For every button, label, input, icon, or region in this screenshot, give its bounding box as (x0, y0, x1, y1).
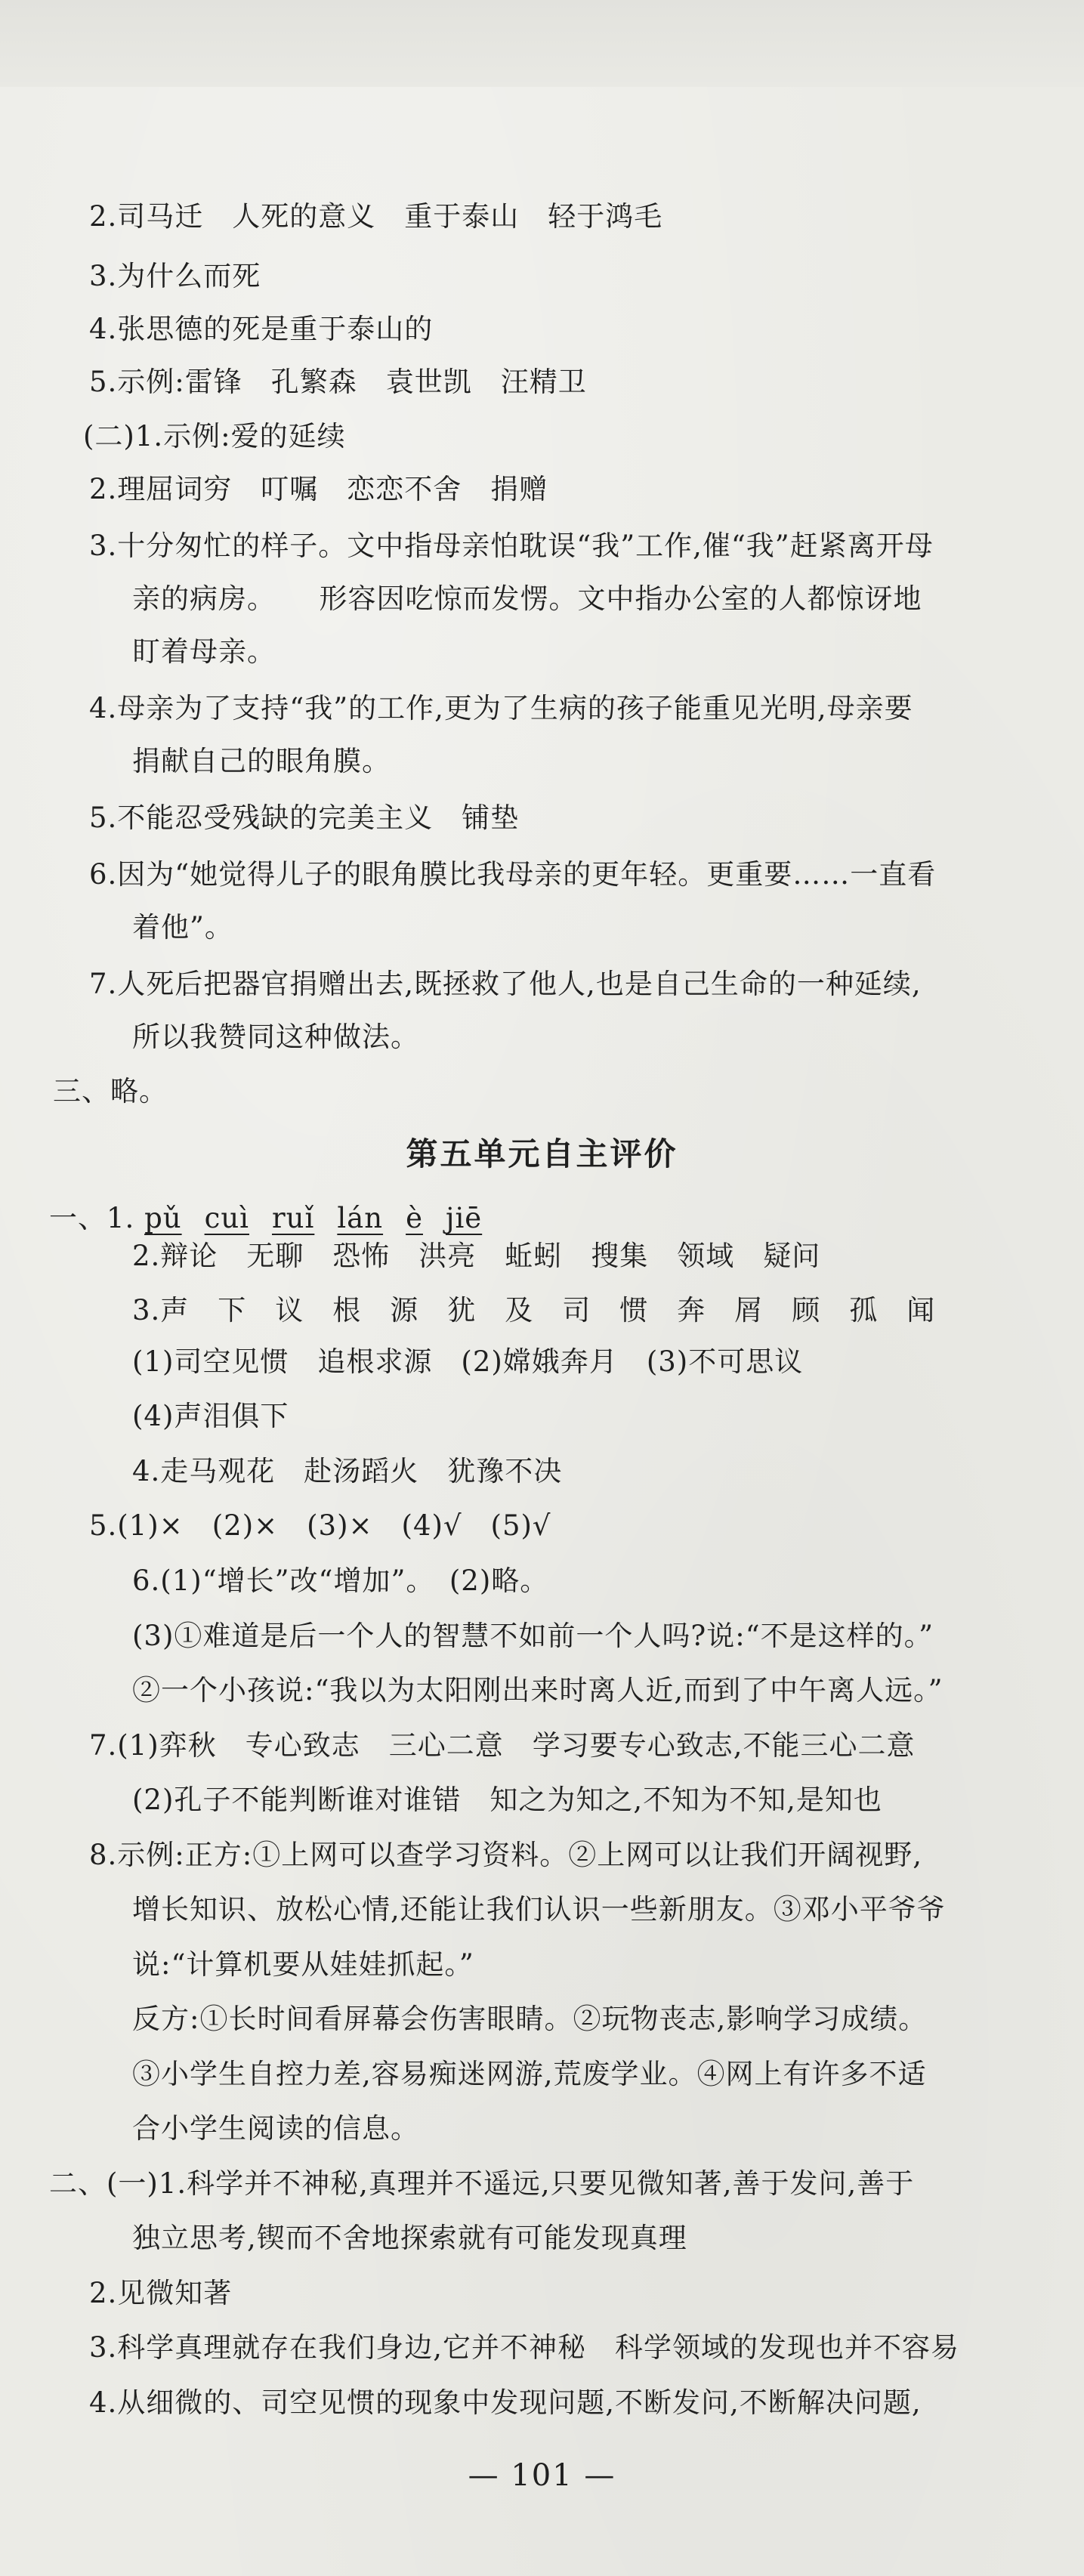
answer-line: 5.(1)× (2)× (3)× (4)√ (5)√ (89, 1509, 551, 1542)
answer-line: (二)1.示例:爱的延续 (83, 420, 346, 452)
pinyin-prefix: 一、1. (49, 1202, 135, 1234)
pinyin-line (49, 1201, 505, 1236)
answer-line: 增长知识、放松心情,还能让我们认识一些新朋友。③邓小平爷爷 (132, 1893, 946, 1926)
answer-line: 7.人死后把器官捐赠出去,既拯救了他人,也是自己生命的一种延续, (89, 968, 922, 1000)
pinyin-words (144, 1202, 505, 1234)
pinyin-word: è (406, 1202, 423, 1234)
answer-line: 着他”。 (132, 911, 233, 944)
answer-line: 7.(1)弈秋 专心致志 三心二意 学习要专心致志,不能三心二意 (89, 1729, 916, 1762)
answer-line: 4.张思德的死是重于泰山的 (89, 313, 434, 345)
answer-line: (2)孔子不能判断谁对谁错 知之为知之,不知为不知,是知也 (132, 1784, 882, 1816)
answer-line: (1)司空见惯 追根求源 (2)嫦娥奔月 (3)不可思议 (132, 1345, 804, 1378)
answer-line: 8.示例:正方:①上网可以查学习资料。②上网可以让我们开阔视野, (89, 1839, 922, 1871)
answer-line: ②一个小孩说:“我以为太阳刚出来时离人近,而到了中午离人远。” (132, 1674, 943, 1707)
answer-line: 6.因为“她觉得儿子的眼角膜比我母亲的更年轻。更重要……一直看 (89, 858, 937, 891)
page-number: — 101 — (468, 2458, 616, 2493)
unit-title: 第五单元自主评价 (406, 1135, 678, 1172)
answer-line: 5.示例:雷锋 孔繁森 袁世凯 汪精卫 (89, 366, 587, 398)
answer-line: 5.不能忍受残缺的完美主义 铺垫 (89, 802, 520, 834)
answer-line: 2.辩论 无聊 恐怖 洪亮 蚯蚓 搜集 领域 疑问 (132, 1240, 821, 1272)
answer-line: 捐献自己的眼角膜。 (132, 745, 391, 777)
pinyin-word: cuì (204, 1202, 249, 1234)
answer-line: 3.为什么而死 (89, 260, 261, 292)
answer-line: 2.见微知著 (89, 2277, 233, 2309)
answer-line: 盯着母亲。 (132, 635, 276, 668)
answer-line: 亲的病房。 形容因吃惊而发愣。文中指办公室的人都惊讶地 (132, 582, 922, 615)
answer-line: ③小学生自控力差,容易痴迷网游,荒废学业。④网上有许多不适 (132, 2058, 927, 2090)
answer-line: 合小学生阅读的信息。 (132, 2112, 419, 2145)
answer-line: 独立思考,锲而不舍地探索就有可能发现真理 (132, 2222, 687, 2254)
answer-line: (4)声泪俱下 (132, 1400, 289, 1432)
pinyin-word: jiē (445, 1202, 483, 1234)
pinyin-word: ruǐ (271, 1202, 315, 1234)
answer-line: 4.走马观花 赴汤蹈火 犹豫不决 (132, 1455, 563, 1487)
answer-line: 3.十分匆忙的样子。文中指母亲怕耽误“我”工作,催“我”赶紧离开母 (89, 530, 934, 562)
answer-line: 说:“计算机要从娃娃抓起。” (132, 1948, 474, 1981)
answer-line: 二、(一)1.科学并不神秘,真理并不遥远,只要见微知著,善于发问,善于 (49, 2167, 915, 2200)
answer-line: 2.理屈词穷 叮嘱 恋恋不舍 捐赠 (89, 473, 548, 505)
scan-top-band (0, 0, 1084, 87)
answer-line: 所以我赞同这种做法。 (132, 1021, 419, 1053)
answer-line: 3.声 下 议 根 源 犹 及 司 惯 奔 屑 顾 孤 闻 (132, 1294, 936, 1327)
pinyin-word: lán (337, 1202, 384, 1234)
answer-line: 2.司马迁 人死的意义 重于泰山 轻于鸿毛 (89, 200, 663, 233)
answer-line: 反方:①长时间看屏幕会伤害眼睛。②玩物丧志,影响学习成绩。 (132, 2003, 928, 2035)
answer-line: (3)①难道是后一个人的智慧不如前一个人吗?说:“不是这样的。” (132, 1620, 934, 1652)
answer-line: 3.科学真理就存在我们身边,它并不神秘 科学领域的发现也并不容易 (89, 2331, 960, 2364)
answer-line: 6.(1)“增长”改“增加”。 (2)略。 (132, 1564, 549, 1597)
answer-line: 三、略。 (53, 1075, 168, 1107)
answer-line: 4.母亲为了支持“我”的工作,更为了生病的孩子能重见光明,母亲要 (89, 692, 913, 724)
pinyin-word: pǔ (144, 1202, 182, 1234)
answer-line: 4.从细微的、司空见惯的现象中发现问题,不断发问,不断解决问题, (89, 2386, 922, 2419)
